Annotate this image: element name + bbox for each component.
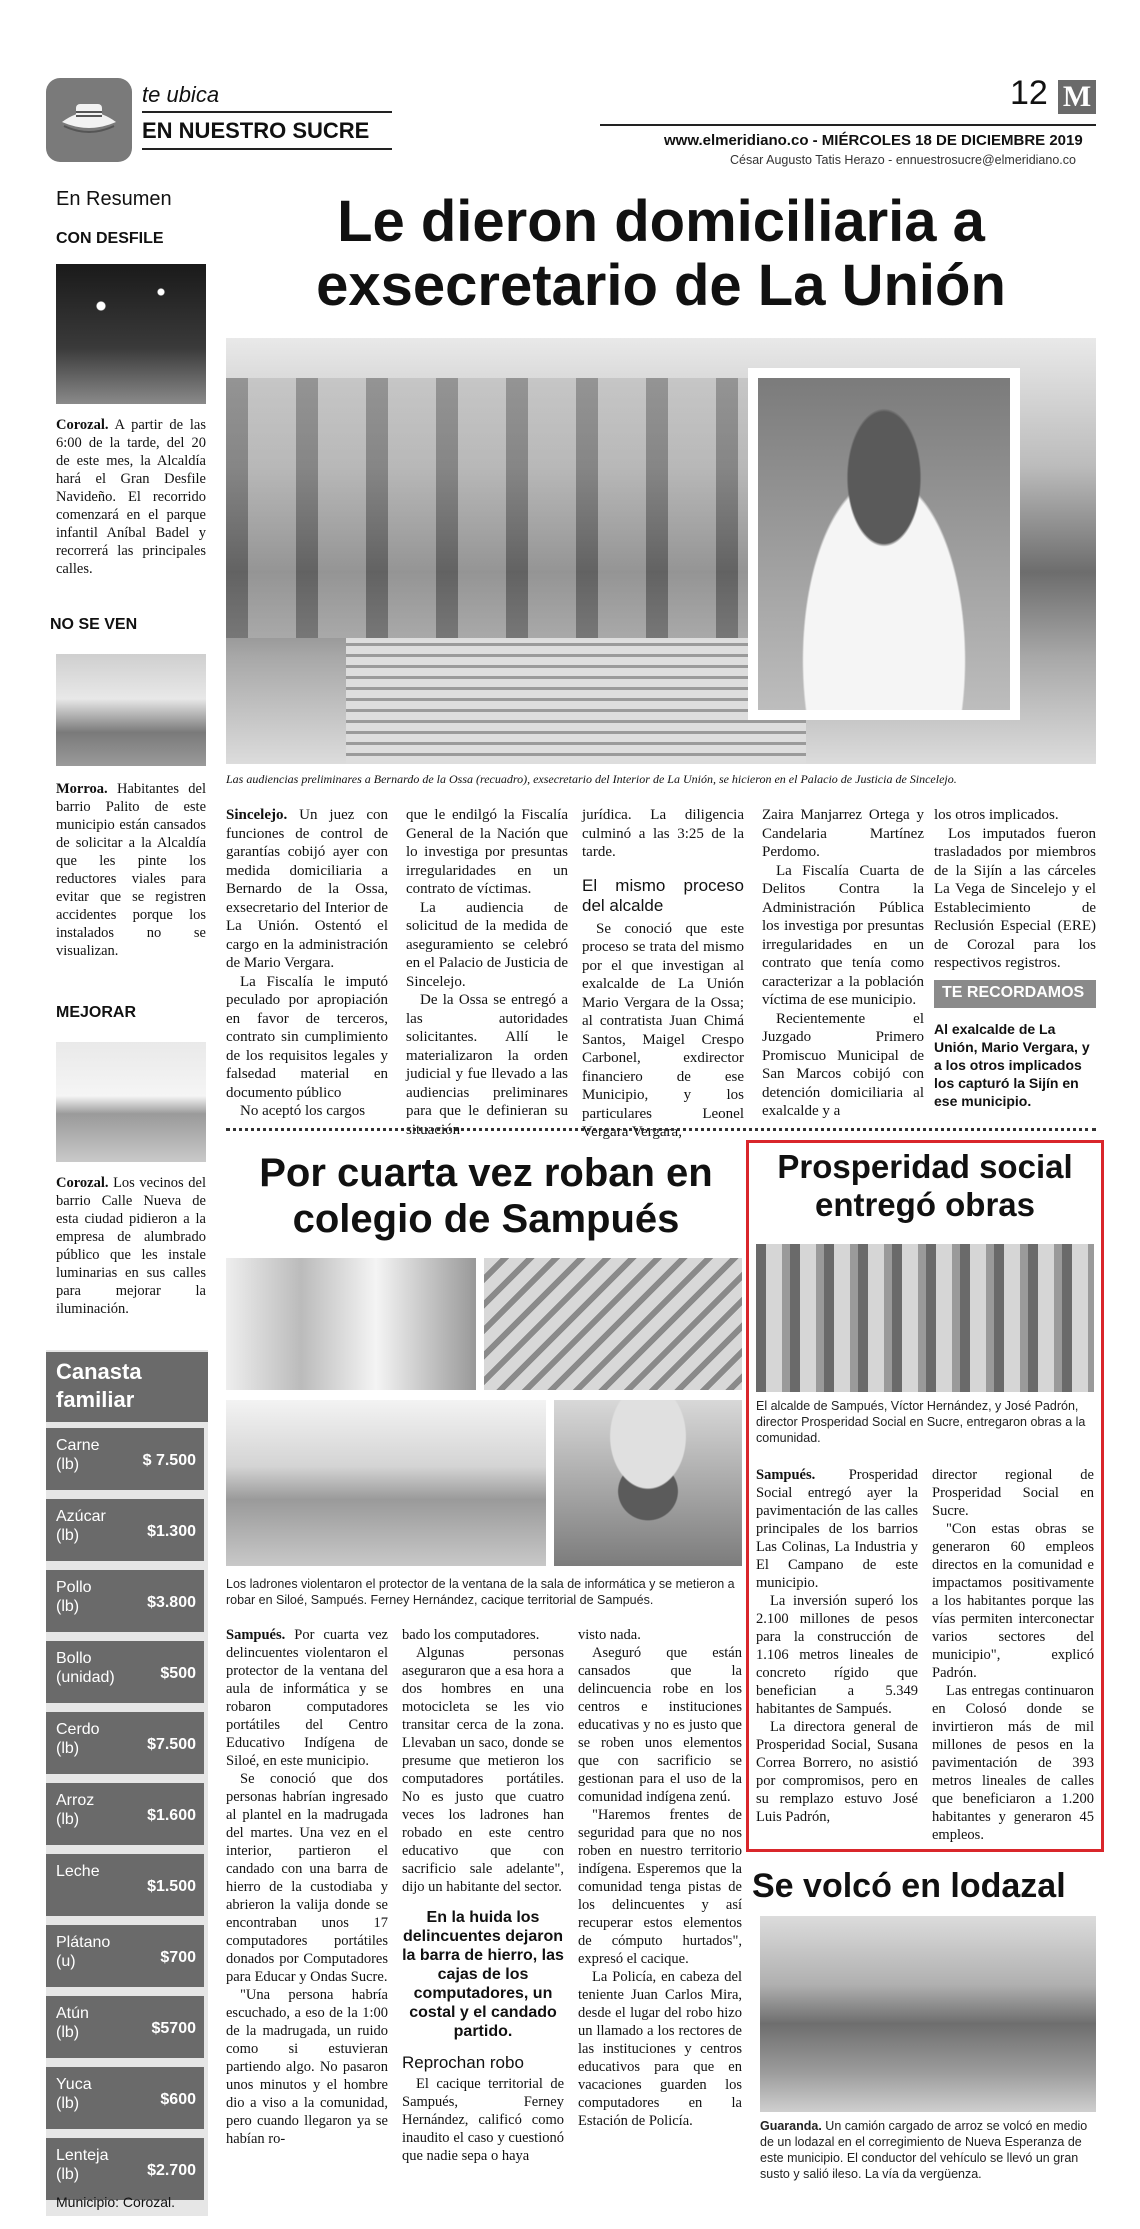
price-item-label: Bollo (unidad) [56, 1650, 115, 1686]
building-stairs [346, 638, 806, 764]
section-title: EN NUESTRO SUCRE [142, 118, 370, 143]
lodazal-caption [760, 2118, 1096, 2182]
sampues-caption: Los ladrones violentaron el protector de la ventana de la sala de informática y se metieron a robar en Siloé, Sampués. Ferney Hernández, cacique territorial de Sampués. [226, 1577, 735, 1607]
sidebar-heading-no-se-ven: NO SE VEN [50, 616, 138, 633]
page-number: 12 [1010, 74, 1048, 112]
desfile-photo [56, 264, 206, 404]
sampues-col-2 [402, 1626, 564, 2165]
sampues-text: Por cuarta vez delincuentes violentaron el protector de la ventana del aula de informática y se robaron computadores portátiles del Centro Educativo Indígena de Siloé, en este municipio. [226, 1627, 388, 1769]
author-line: César Augusto Tatis Herazo - ennuestrosucre@elmeridiano.co [730, 153, 1076, 167]
sidebar-text: Habitantes del barrio Palito de este municipio están cansados de solicitar a la Alcaldía que les pinte los reductores viales para evitar que se registren accidentes porque los instalados no se visualizan. [56, 781, 206, 959]
meridiano-logo [1058, 80, 1096, 114]
main-lead: Sincelejo. [226, 807, 288, 823]
sampues-headline: Por cuarta vez roban en colegio de Sampués [259, 1151, 713, 1241]
prosperidad-paragraph: Las entregas continuaron en Colosó donde se invirtieron más de mil millones de pesos en la pavimentación de 393 metros lineales de calles que beneficiaron a 1.200 habitantes y generaron 45 empleos. [932, 1683, 1094, 1843]
main-paragraph: Recientemente el Juzgado Primero Promiscuo Municipal de San Marcos cobijó con detención domiciliaria al exalcalde y a [762, 1010, 924, 1119]
section-logo [46, 78, 132, 162]
main-col-2 [406, 806, 568, 1139]
price-value: $700 [160, 1949, 196, 1966]
main-paragraph: jurídica. La diligencia culminó a las 3:25 de la tarde. [582, 807, 744, 860]
sampues-paragraph: "Haremos frentes de seguridad para que no nos roben en nuestro territorio indígena. Esperemos que la comunidad tenga pistas de los delincuentes y así recuperar estos elementos de cómputo hurtados", expresó el cacique. [578, 1807, 742, 1967]
no-se-ven-photo [56, 654, 206, 766]
ribbon-cutting-photo [756, 1244, 1094, 1392]
price-item-label: Pollo (lb) [56, 1579, 92, 1615]
price-item-label: Carne (lb) [56, 1437, 100, 1473]
sidebar-item-mejorar [56, 1174, 206, 1318]
prosperidad-paragraph: La inversión superó los 2.100 millones de pesos para la construcción de 1.106 metros lineales de concreto rígido que benefician a 5.349 habitantes de Sampués. [756, 1593, 918, 1717]
sidebar-lead: Morroa. [56, 781, 108, 797]
sampues-paragraph: El cacique territorial de Sampués, Ferney Hernández, calificó como inaudito el caso y cuestionó que nadie sepa o haya [402, 2076, 564, 2164]
price-value: $1.600 [147, 1807, 196, 1824]
laptop-cabinet-photo [484, 1258, 742, 1390]
date-line: www.elmeridiano.co - MIÉRCOLES 18 DE DICIEMBRE 2019 [664, 132, 1083, 149]
main-col-5 [934, 806, 1096, 973]
main-subhead: El mismo proceso del alcalde [582, 875, 744, 915]
school-yard-photo [226, 1400, 546, 1566]
main-col-1 [226, 806, 388, 1121]
sidebar-title: En Resumen [56, 188, 172, 210]
prosperidad-headline: Prosperidad social entregó obras [777, 1148, 1073, 1223]
sidebar-heading-mejorar: MEJORAR [56, 1004, 137, 1021]
sidebar-text: Los vecinos del barrio Calle Nueva de esta ciudad pidieron a la empresa de alumbrado público que les instale luminarias en sus calles para mejorar la iluminación. [56, 1175, 206, 1317]
prosperidad-paragraph: La directora general de Prosperidad Social, Susana Correa Borrero, no asistió por compromisos, pero en su remplazo estuvo José Luis Padrón, [756, 1719, 918, 1825]
sampues-paragraph: Algunas personas aseguraron que a esa hora a dos hombres en una motocicleta se les vio transitar cerca de la zona. Llevaban un saco, donde se presume que metieron los computadores portátiles. No es justo que cuatro veces los ladrones han robado en este centro educativo que con sacrificio sale adelante", dijo un habitante del sector. [402, 1645, 564, 1895]
sampues-paragraph: bado los computadores. [402, 1627, 540, 1643]
prosperidad-caption: El alcalde de Sampués, Víctor Hernández, y José Padrón, director Prosperidad Social en Sucre, entregaron obras a la comunidad. [756, 1399, 1086, 1445]
lodazal-text: Un camión cargado de arroz se volcó en medio de un lodazal en el corregimiento de Nueva Esperanza de este municipio. El conductor del vehículo se llevó un gran susto y salió ileso. La vía da vergüenza. [760, 2119, 1088, 2181]
main-paragraph: La Fiscalía Cuarta de Delitos Contra la Administración Pública los investiga por presuntas irregularidades en un contrato que tenía como caracterizar a la población víctima de ese municipio. [762, 862, 924, 1008]
main-paragraph: No aceptó los cargos [240, 1103, 366, 1119]
price-row [46, 1783, 204, 1845]
sidebar-lead: Corozal. [56, 417, 109, 433]
sidebar-item-no-se-ven [56, 780, 206, 960]
window-photo [226, 1258, 476, 1390]
price-item-label: Atún (lb) [56, 2005, 89, 2041]
prosperidad-col-1 [756, 1466, 918, 1826]
header-divider-left-bottom [142, 148, 392, 150]
pullquote: En la huida los delincuentes dejaron la barra de hierro, las cajas de los computadores, un costal y el candado partido. [402, 1909, 564, 2040]
price-row [46, 1712, 204, 1774]
price-value: $1.500 [147, 1878, 196, 1895]
price-item-label: Lenteja (lb) [56, 2147, 109, 2183]
header-divider-right [600, 124, 1096, 126]
price-item-label: Yuca (lb) [56, 2076, 92, 2112]
hat-icon [46, 78, 132, 162]
main-paragraph: Se conoció que este proceso se trata del mismo por el que investigan al exalcalde de La Unión Mario Vergara de la Ossa; al contratista Juan Chimá Santos, Maigel Crespo Carbonel, exdirector financiero de ese Municipio, y los particulares Leonel Vergara Vergara, [582, 920, 744, 1140]
logo-letter: M [1062, 80, 1092, 113]
prosperidad-col-2 [932, 1466, 1094, 1844]
price-item-label: Arroz (lb) [56, 1792, 95, 1828]
prosperidad-text: Prosperidad Social entregó ayer la pavimentación de las calles principales de los barrios Las Colinas, La Industria y El Campano de este municipio. [756, 1467, 918, 1591]
price-value: $5700 [151, 2020, 196, 2037]
main-col-4 [762, 806, 924, 1121]
main-text: Un juez con funciones de control de garantías cobijó ayer con medida domiciliaria a Bernardo de la Ossa, exsecretario del Interior de La Unión. Ostentó el cargo en la administración de Mario Vergara. [226, 807, 388, 971]
prosperidad-lead: Sampués. [756, 1467, 816, 1483]
price-row [46, 2138, 204, 2200]
price-row [46, 1641, 204, 1703]
price-item-label: Plátano (u) [56, 1934, 111, 1970]
main-paragraph: De la Ossa se entregó a las autoridades solicitantes. Allí le materializaron la orden judicial y fue llevado a las audiencias preliminares para que le definieran su situación [406, 992, 568, 1138]
sampues-subhead: Reprochan robo [402, 2053, 524, 2072]
prosperidad-paragraph: director regional de Prosperidad Social en Sucre. [932, 1467, 1094, 1519]
sampues-col-3 [578, 1626, 742, 2130]
mejorar-photo [56, 1042, 206, 1162]
main-paragraph: La audiencia de solicitud de la medida de aseguramiento se celebró en el Palacio de Justicia de Sincelejo. [406, 899, 568, 990]
price-row [46, 1925, 204, 1987]
price-item-label: Cerdo (lb) [56, 1721, 100, 1757]
sampues-paragraph: Se conoció que dos personas habrían ingresado al plantel en la madrugada del martes. Una vez en el interior, partieron el candado con una barra de hierro de la custodiaba y abrieron la valija donde se encontraban unos 17 computadores portátiles donados por Computadores para Educar y Ondas Sucre. [226, 1771, 388, 1985]
price-row [46, 1996, 204, 2058]
canasta-title: Canasta familiar [46, 1352, 208, 1422]
price-row [46, 1570, 204, 1632]
recordamos-text: Al exalcalde de La Unión, Mario Vergara, y a los otros implicados los capturó la Sijín en ese municipio. [934, 1021, 1090, 1109]
main-photo-caption: Las audiencias preliminares a Bernardo de la Ossa (recuadro), exsecretario del Interior de La Unión, se hicieron en el Palacio de Justicia de Sincelejo. [226, 772, 957, 786]
main-paragraph: los otros implicados. [934, 807, 1059, 823]
price-value: $500 [160, 1665, 196, 1682]
price-value: $2.700 [147, 2162, 196, 2179]
price-value: $3.800 [147, 1594, 196, 1611]
recordamos-label: TE RECORDAMOS [934, 980, 1096, 1008]
sidebar-lead: Corozal. [56, 1175, 109, 1191]
sampues-paragraph: La Policía, en cabeza del teniente Juan Carlos Mira, desde el lugar del robo hizo un llamado a los rectores de las instituciones y centros educativos para que en vacaciones guarden los computadores en la Estación de Policía. [578, 1969, 742, 2129]
price-item-label: Leche [56, 1863, 100, 1880]
building-facade [226, 378, 786, 638]
prosperidad-paragraph: "Con estas obras se generaron 60 empleos directos en la comunidad e impactamos positivamente a los habitantes porque las vías permiten interconectar varios sectores del municipio", explicó Padrón. [932, 1521, 1094, 1681]
overturned-truck-photo [760, 1916, 1096, 2112]
sampues-lead: Sampués. [226, 1627, 286, 1643]
main-paragraph: que le endilgó la Fiscalía General de la Nación que lo investiga por presuntas irregularidades en un contrato de víctimas. [406, 807, 568, 897]
section-divider [226, 1128, 1096, 1131]
lodazal-headline: Se volcó en lodazal [752, 1867, 1066, 1905]
price-row [46, 2067, 204, 2129]
sidebar-item-desfile [56, 416, 206, 578]
main-col-3 [582, 806, 744, 1142]
cacique-portrait-photo [554, 1400, 742, 1566]
sampues-paragraph: visto nada. [578, 1627, 641, 1643]
main-paragraph: Los imputados fueron trasladados por miembros de la Sijín a las cárceles La Vega de Sincelejo y el Establecimiento de Reclusión Especial (ERE) de Corozal para los respectivos registros. [934, 825, 1096, 971]
municipio-note: Municipio: Corozal. [56, 2194, 176, 2210]
price-row [46, 1428, 204, 1490]
sampues-paragraph: "Una persona habría escuchado, a eso de la 1:00 de la madrugada, un ruido como si estuvieran partiendo algo. No pasaron unos minutos y el hombre dio a viso a la comunidad, pero cuando llegaron ya se habían ro- [226, 1987, 388, 2147]
main-headline: Le dieron domiciliaria a exsecretario de La Unión [316, 189, 1006, 318]
lodazal-lead: Guaranda. [760, 2119, 822, 2133]
inset-portrait-photo [758, 378, 1010, 710]
sidebar-heading-desfile: CON DESFILE [56, 230, 164, 247]
price-value: $600 [160, 2091, 196, 2108]
header-divider-left [142, 111, 392, 113]
price-value: $7.500 [147, 1736, 196, 1753]
price-row [46, 1854, 204, 1916]
sampues-paragraph: Aseguró que están cansados que la delincuencia robe en los centros e instituciones educativas y no es justo que se roben unos elementos que con sacrificio se gestionan para el uso de la comunidad indígena zenú. [578, 1645, 742, 1805]
sidebar-text: A partir de las 6:00 de la tarde, del 20 de este mes, la Alcaldía hará el Gran Desfile Navideño. El recorrido comenzará en el parque infantil Aníbal Badel y recorrerá las principales calles. [56, 417, 206, 577]
price-item-label: Azúcar (lb) [56, 1508, 106, 1544]
price-row [46, 1499, 204, 1561]
section-kicker: te ubica [142, 82, 220, 107]
price-value: $1.300 [147, 1523, 196, 1540]
price-value: $ 7.500 [142, 1452, 196, 1469]
sampues-col-1 [226, 1626, 388, 2148]
main-paragraph: La Fiscalía le imputó peculado por apropiación en favor de terceros, contrato sin cumplimiento de los requisitos legales y falsedad material en documento público [226, 973, 388, 1101]
inset-portrait-frame [748, 368, 1020, 720]
main-paragraph: Zaira Manjarrez Ortega y Candelaria Martínez Perdomo. [762, 807, 924, 860]
